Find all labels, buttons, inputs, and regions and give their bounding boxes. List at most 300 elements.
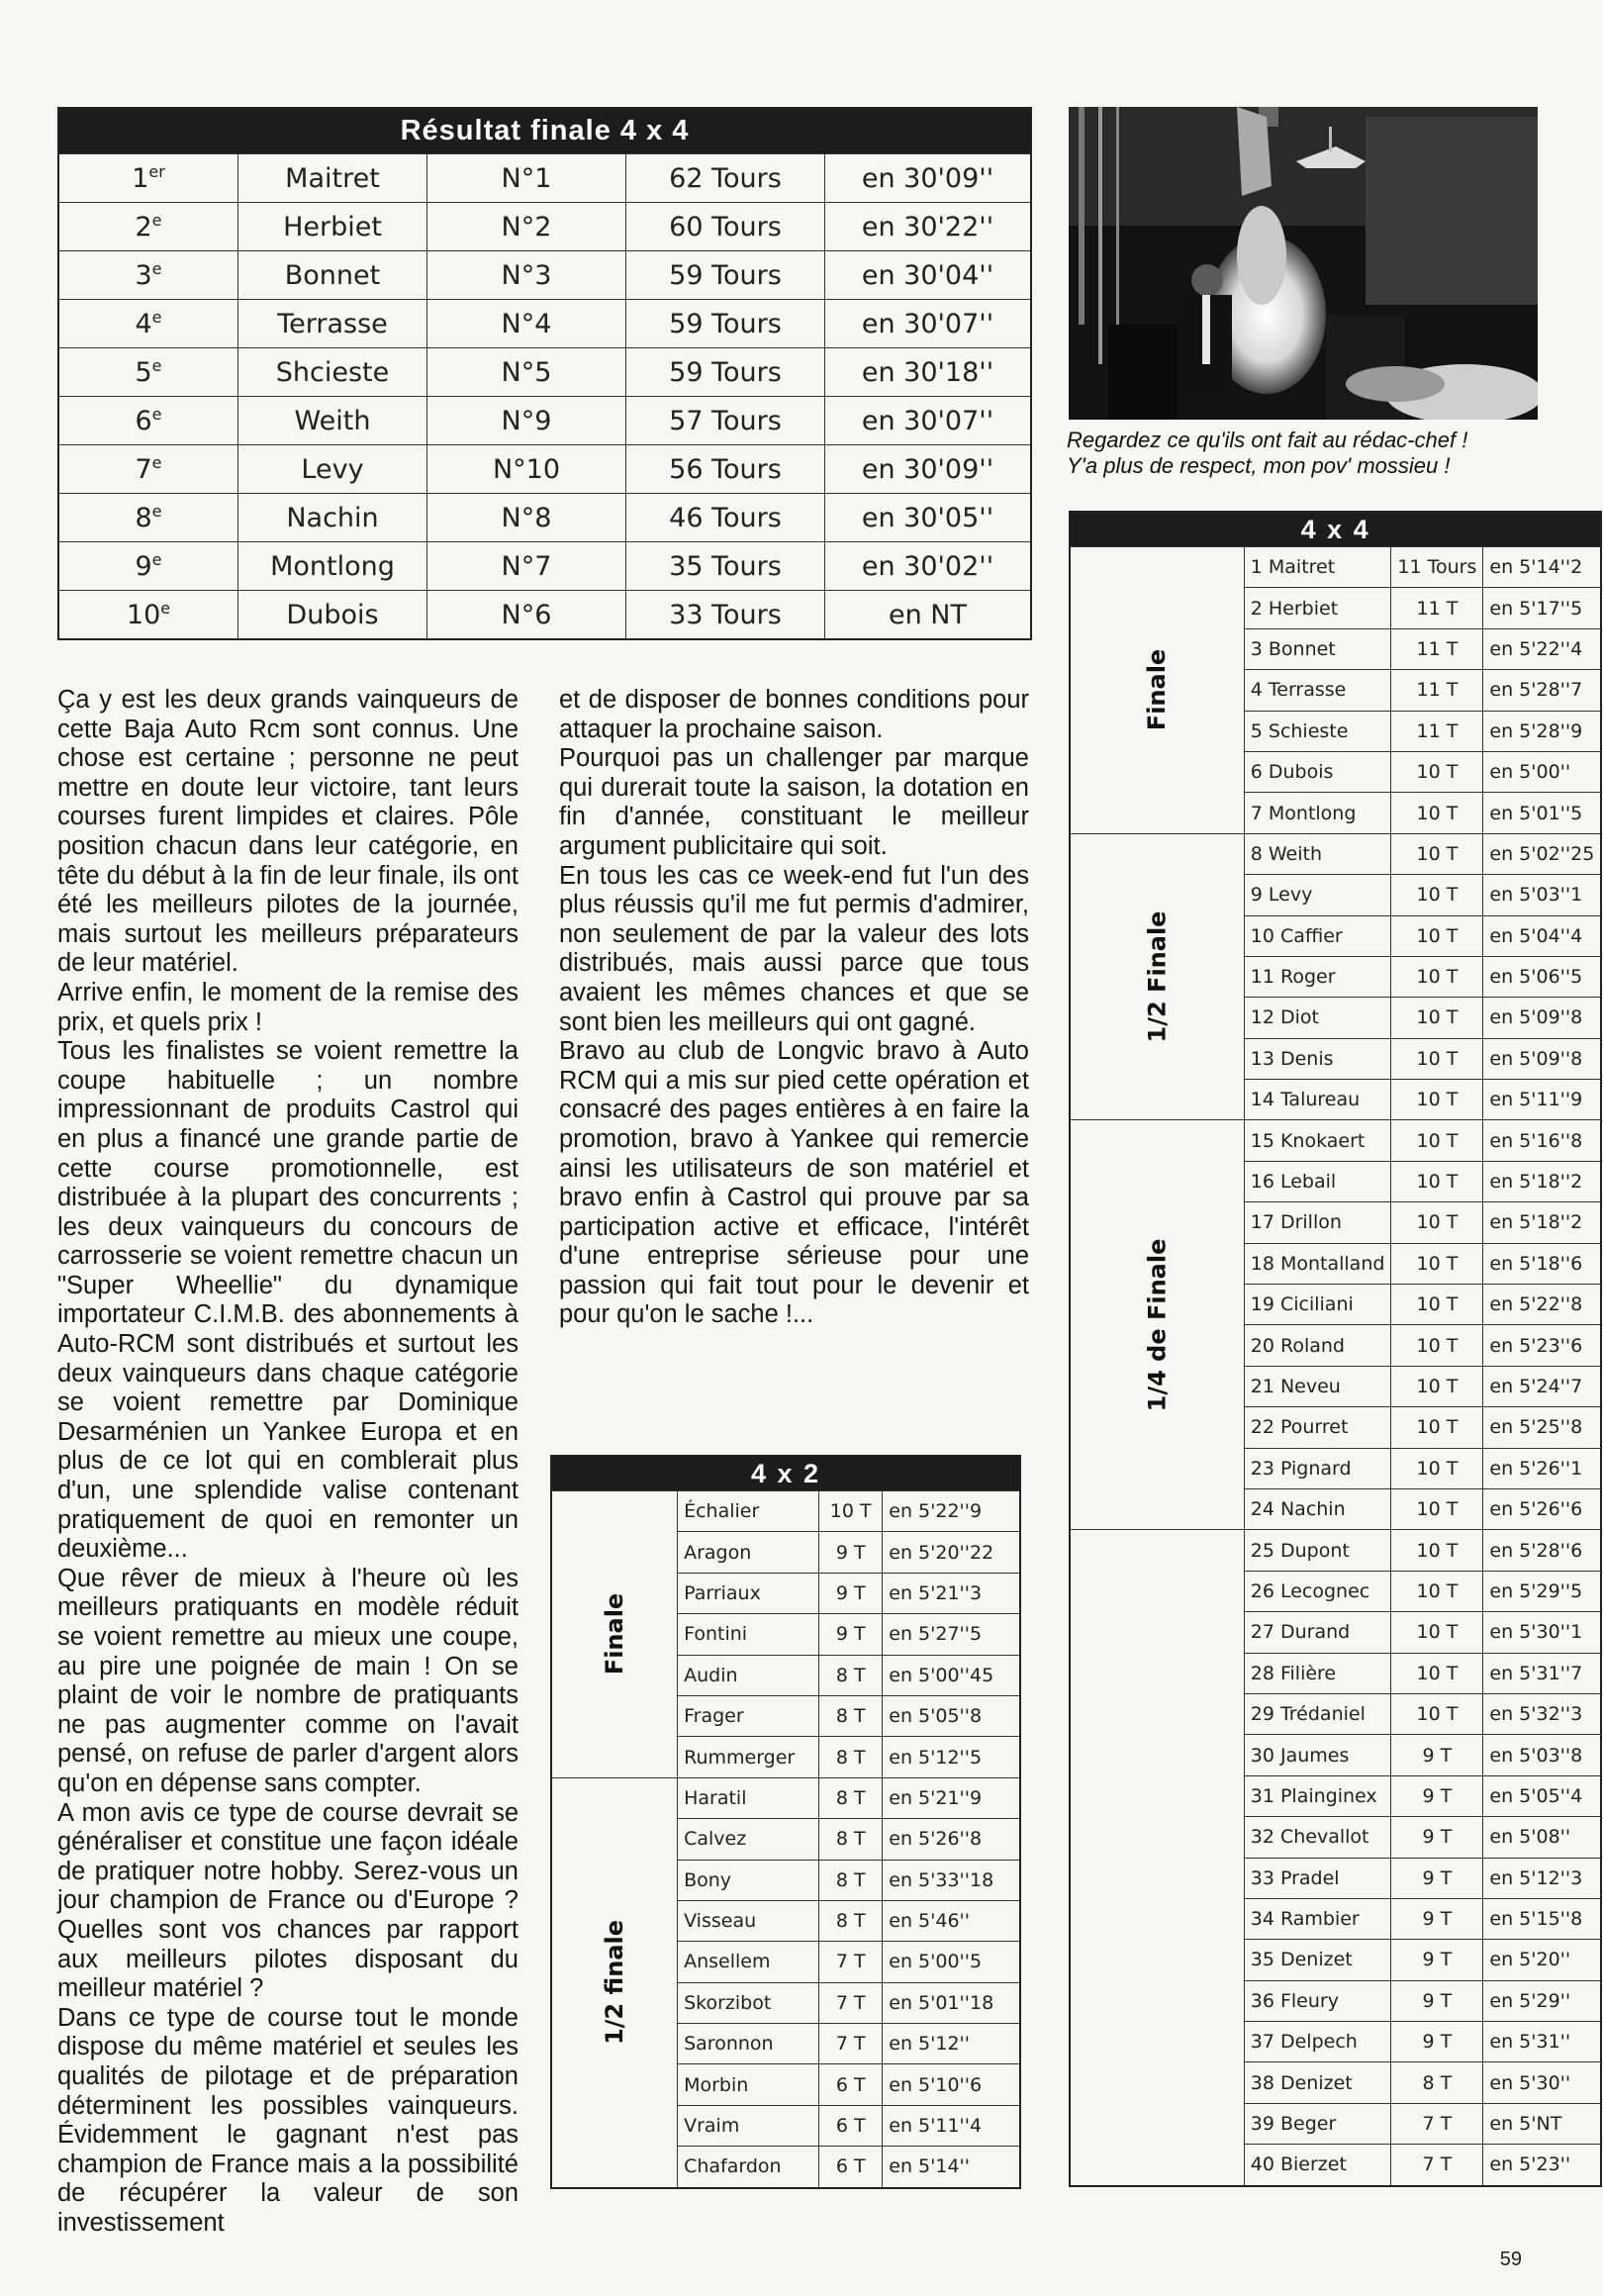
time-cell-text: en 30'07''	[861, 308, 994, 339]
driver-cell-text: Dubois	[286, 599, 379, 630]
time-cell-text: en 30'18''	[861, 356, 994, 388]
driver-cell: 40 Bierzet	[1244, 2145, 1391, 2186]
time-cell	[825, 154, 1032, 203]
driver-cell: Frager	[678, 1695, 819, 1736]
laps-cell: 10 T	[1391, 1161, 1483, 1201]
driver-cell: 14 Talureau	[1244, 1080, 1391, 1120]
rank-cell	[58, 542, 238, 591]
article-paragraph: Dans ce type de course tout le monde dispose du même matériel et seules les qualités de pilotage et de préparation déterminent les possibles vainqueurs. Évidemment le gagnant n'est pas champion de France mais a la possibilité de récupérer la valeur de son investissement	[57, 2003, 519, 2237]
laps-cell: 10 T	[1391, 1285, 1483, 1325]
driver-cell-text: Herbiet	[283, 211, 382, 242]
table-4x2-body	[551, 1491, 1020, 2188]
driver-cell: 23 Pignard	[1244, 1448, 1391, 1488]
car-number-cell-text: N°9	[501, 405, 552, 436]
time-cell: en 5'22''9	[883, 1491, 1020, 1532]
time-cell-text: en 30'09''	[861, 453, 994, 485]
rank-cell	[58, 154, 238, 203]
rank-suffix: e	[151, 405, 162, 424]
rank-cell-text: 3	[135, 260, 152, 291]
rank-suffix: e	[151, 259, 162, 278]
laps-cell-text: 57 Tours	[669, 405, 782, 436]
laps-cell: 9 T	[819, 1532, 883, 1573]
driver-cell: Bony	[678, 1860, 819, 1900]
car-number-cell	[427, 348, 626, 397]
laps-cell: 7 T	[1391, 2103, 1483, 2144]
time-cell: en 5'18''2	[1483, 1161, 1601, 1201]
rank-cell	[58, 494, 238, 542]
driver-cell-text: Terrasse	[277, 308, 388, 339]
car-number-cell-text: N°5	[501, 356, 552, 388]
time-cell: en 5'30''	[1483, 2062, 1601, 2103]
rank-cell-text: 6	[135, 406, 152, 436]
laps-cell: 10 T	[1391, 1653, 1483, 1693]
driver-cell: 25 Dupont	[1244, 1530, 1391, 1571]
time-cell: en 5'00''	[1483, 751, 1601, 792]
driver-cell: 38 Denizet	[1244, 2062, 1391, 2103]
rank-cell-text: 5	[135, 357, 152, 388]
time-cell: en 5'02''25	[1483, 833, 1601, 874]
time-cell: en 5'18''6	[1483, 1243, 1601, 1284]
time-cell: en 5'21''3	[883, 1573, 1020, 1613]
time-cell: en 5'01''5	[1483, 793, 1601, 833]
driver-cell: 5 Schieste	[1244, 711, 1391, 751]
time-cell: en 5'00''5	[883, 1942, 1020, 1982]
laps-cell: 11 T	[1391, 588, 1483, 628]
time-cell: en 5'20''22	[883, 1532, 1020, 1573]
caption-line-2: Y'a plus de respect, mon pov' mossieu !	[1067, 453, 1451, 478]
article-paragraph: Arrive enfin, le moment de la remise des prix, et quels prix !	[57, 978, 519, 1036]
driver-cell: 9 Levy	[1244, 875, 1391, 915]
time-cell: en 5'09''8	[1483, 998, 1601, 1038]
table-4x2-row	[551, 1491, 1020, 1532]
time-cell: en 5'03''1	[1483, 875, 1601, 915]
laps-cell: 8 T	[819, 1777, 883, 1818]
laps-cell: 9 T	[1391, 1858, 1483, 1898]
rank-cell	[58, 445, 238, 494]
laps-cell	[626, 300, 825, 348]
car-number-cell	[427, 154, 626, 203]
time-cell: en 5'09''8	[1483, 1038, 1601, 1079]
laps-cell: 10 T	[1391, 1325, 1483, 1366]
time-cell: en 5'08''	[1483, 1817, 1601, 1858]
laps-cell-text: 59 Tours	[669, 308, 782, 339]
main-table-body	[58, 154, 1031, 640]
article-column-1	[57, 686, 519, 2238]
driver-cell: Saronnon	[678, 2024, 819, 2064]
driver-cell	[238, 445, 427, 494]
laps-cell: 10 T	[1391, 1120, 1483, 1161]
driver-cell: 8 Weith	[1244, 833, 1391, 874]
laps-cell: 11 Tours	[1391, 547, 1483, 588]
car-number-cell-text: N°3	[501, 259, 552, 291]
laps-cell-text: 59 Tours	[669, 356, 782, 388]
car-number-cell	[427, 251, 626, 300]
laps-cell: 10 T	[1391, 1530, 1483, 1571]
time-cell	[825, 348, 1032, 397]
article-paragraph: Tous les finalistes se voient remettre la coupe habituelle ; un nombre impressionnant de produits Castrol qui en plus a financé une grande partie de cette course promotionnelle, est distribuée à la plupart des concurrents ; les deux vainqueurs du concours de carrosserie se voient remettre chacun un "Super Wheellie" du dynamique importateur C.I.M.B. des abonnements à Auto-RCM sont distribués et surtout les deux vainqueurs dans chaque catégorie se voient remettre par Dominique Desarménien un Yankee Europa et en plus de ce lot qui en comblerait plus d'un, une splendide valise contenant pratiquement de quoi en remonter un deuxième...	[57, 1037, 519, 1564]
main-table-row	[58, 542, 1031, 591]
time-cell: en 5'28''9	[1483, 711, 1601, 751]
rank-cell	[58, 348, 238, 397]
time-cell	[825, 397, 1032, 445]
driver-cell: 35 Denizet	[1244, 1940, 1391, 1980]
driver-cell: Chafardon	[678, 2147, 819, 2188]
laps-cell: 10 T	[1391, 1080, 1483, 1120]
laps-cell: 10 T	[819, 1491, 883, 1532]
laps-cell: 10 T	[1391, 956, 1483, 997]
time-cell: en 5'33''18	[883, 1860, 1020, 1900]
laps-cell	[626, 154, 825, 203]
laps-cell-text: 62 Tours	[669, 162, 782, 194]
time-cell: en 5'29''	[1483, 1980, 1601, 2021]
laps-cell: 6 T	[819, 2064, 883, 2105]
driver-cell: 4 Terrasse	[1244, 670, 1391, 711]
rank-cell	[58, 397, 238, 445]
laps-cell: 9 T	[1391, 1775, 1483, 1816]
article-paragraph: et de disposer de bonnes conditions pour attaquer la prochaine saison.	[559, 686, 1029, 743]
time-cell: en 5'05''4	[1483, 1775, 1601, 1816]
driver-cell	[238, 300, 427, 348]
main-table-row	[58, 348, 1031, 397]
article-paragraph: Que rêver de mieux à l'heure où les meilleurs pratiquants en modèle réduit se voient remettre au mieux une coupe, au pire une poignée de main ! On se plaint de voir le nombre de pratiquants ne pas augmenter comme on l'avait pensé, on refuse de parler d'argent alors qu'on en dépense sans compter.	[57, 1564, 519, 1797]
time-cell: en 5'29''5	[1483, 1571, 1601, 1611]
driver-cell	[238, 203, 427, 251]
rank-suffix: e	[151, 211, 162, 230]
driver-cell	[238, 348, 427, 397]
car-number-cell-text: N°7	[501, 550, 552, 582]
laps-cell: 10 T	[1391, 1038, 1483, 1079]
laps-cell: 10 T	[1391, 998, 1483, 1038]
article-paragraph: Ça y est les deux grands vainqueurs de cette Baja Auto Rcm sont connus. Une chose est certaine ; personne ne peut mettre en doute leur victoire, tant leurs courses furent limpides et claires. Pôle position chacun dans leur catégorie, en tête du début à la fin de leur finale, ils ont été les meilleurs pilotes de la journée, mais surtout les meilleurs préparateurs de leur matériel.	[57, 686, 519, 978]
rank-cell-text: 2	[135, 212, 152, 242]
laps-cell: 8 T	[819, 1737, 883, 1777]
laps-cell: 11 T	[1391, 628, 1483, 669]
time-cell: en 5'31''7	[1483, 1653, 1601, 1693]
table-4x2-title: 4 x 2	[551, 1456, 1020, 1491]
time-cell	[825, 445, 1032, 494]
laps-cell: 10 T	[1391, 1202, 1483, 1243]
driver-cell: Morbin	[678, 2064, 819, 2105]
driver-cell: 7 Montlong	[1244, 793, 1391, 833]
car-number-cell-text: N°6	[501, 599, 552, 630]
car-number-cell-text: N°2	[501, 211, 552, 242]
driver-cell: 19 Ciciliani	[1244, 1285, 1391, 1325]
main-table-title: Résultat finale 4 x 4	[58, 108, 1031, 154]
driver-cell: Audin	[678, 1655, 819, 1695]
time-cell: en 5'05''8	[883, 1695, 1020, 1736]
laps-cell	[626, 591, 825, 640]
table-4x4-row	[1070, 1530, 1601, 1571]
page-number: 59	[1499, 2248, 1522, 2270]
driver-cell: 34 Rambier	[1244, 1898, 1391, 1939]
time-cell: en 5'01''18	[883, 1982, 1020, 2023]
car-number-cell-text: N°4	[501, 308, 552, 339]
time-cell: en 5'21''9	[883, 1777, 1020, 1818]
driver-cell: 28 Filière	[1244, 1653, 1391, 1693]
article-paragraph: A mon avis ce type de course devrait se généraliser et constitue une façon idéale de pratiquer notre hobby. Serez-vous un jour champion de France ou d'Europe ? Quelles sont vos chances par rapport aux meilleurs pilotes disposant du meilleur matériel ?	[57, 1798, 519, 2003]
laps-cell-text: 60 Tours	[669, 211, 782, 242]
laps-cell: 10 T	[1391, 1693, 1483, 1734]
time-cell: en 5'00''45	[883, 1655, 1020, 1695]
group-label-cell	[551, 1777, 678, 2187]
laps-cell-text: 59 Tours	[669, 259, 782, 291]
time-cell-text: en 30'02''	[861, 550, 994, 582]
rank-cell-text: 9	[135, 551, 152, 582]
driver-cell: 10 Caffier	[1244, 915, 1391, 956]
driver-cell: 36 Fleury	[1244, 1980, 1391, 2021]
celebration-photo	[1069, 107, 1538, 420]
time-cell: en 5'12''3	[1483, 1858, 1601, 1898]
time-cell: en 5'28''6	[1483, 1530, 1601, 1571]
rank-suffix: e	[151, 550, 162, 569]
laps-cell: 10 T	[1391, 1448, 1483, 1488]
photo-caption	[1067, 428, 1561, 479]
laps-cell: 10 T	[1391, 1407, 1483, 1448]
rank-suffix: e	[160, 599, 171, 618]
laps-cell-text: 46 Tours	[669, 502, 782, 533]
time-cell	[825, 494, 1032, 542]
time-cell: en 5'04''4	[1483, 915, 1601, 956]
table-4x4-body	[1070, 547, 1601, 2186]
time-cell: en 5'24''7	[1483, 1366, 1601, 1406]
driver-cell	[238, 397, 427, 445]
time-cell: en 5'12''	[883, 2024, 1020, 2064]
driver-cell: 17 Drillon	[1244, 1202, 1391, 1243]
driver-cell: 2 Herbiet	[1244, 588, 1391, 628]
group-label: 1/4 de Finale	[1143, 1238, 1172, 1412]
time-cell	[825, 251, 1032, 300]
group-label: Finale	[1143, 649, 1172, 731]
car-number-cell-text: N°8	[501, 502, 552, 533]
laps-cell: 9 T	[1391, 1898, 1483, 1939]
driver-cell: 39 Beger	[1244, 2103, 1391, 2144]
driver-cell: 22 Pourret	[1244, 1407, 1391, 1448]
driver-cell: 31 Plainginex	[1244, 1775, 1391, 1816]
time-cell: en 5'23''	[1483, 2145, 1601, 2186]
time-cell: en 5'03''8	[1483, 1735, 1601, 1775]
driver-cell: 11 Roger	[1244, 956, 1391, 997]
table-4x2-row	[551, 1777, 1020, 1818]
driver-cell: 27 Durand	[1244, 1612, 1391, 1653]
laps-cell: 10 T	[1391, 1488, 1483, 1529]
car-number-cell	[427, 300, 626, 348]
laps-cell: 9 T	[819, 1614, 883, 1655]
article-column-2	[559, 686, 1029, 1330]
main-table-row	[58, 397, 1031, 445]
car-number-cell-text: N°1	[501, 162, 552, 194]
time-cell-text: en 30'22''	[861, 211, 994, 242]
laps-cell: 10 T	[1391, 793, 1483, 833]
time-cell-text: en 30'09''	[861, 162, 994, 194]
driver-cell: Visseau	[678, 1900, 819, 1941]
time-cell	[825, 300, 1032, 348]
driver-cell: 33 Pradel	[1244, 1858, 1391, 1898]
time-cell	[825, 203, 1032, 251]
time-cell-text: en 30'07''	[861, 405, 994, 436]
laps-cell: 8 T	[819, 1900, 883, 1941]
group-label-cell	[1070, 547, 1244, 834]
article-paragraph: En tous les cas ce week-end fut l'un des plus réussis qu'il me fut permis d'admirer, non seulement de par la valeur des lots distribués, mais aussi parce que tous avaient les mêmes chances et que se sont bien les meilleurs qui ont gagné.	[559, 861, 1029, 1036]
laps-cell: 6 T	[819, 2105, 883, 2146]
laps-cell: 7 T	[1391, 2145, 1483, 2186]
group-label-cell	[551, 1491, 678, 1778]
driver-cell: Rummerger	[678, 1737, 819, 1777]
laps-cell: 7 T	[819, 2024, 883, 2064]
time-cell: en 5'06''5	[1483, 956, 1601, 997]
laps-cell: 8 T	[819, 1655, 883, 1695]
laps-cell: 9 T	[1391, 1980, 1483, 2021]
rank-cell	[58, 203, 238, 251]
laps-cell: 10 T	[1391, 1366, 1483, 1406]
laps-cell	[626, 397, 825, 445]
article-paragraph: Pourquoi pas un challenger par marque qui durerait toute la saison, la dotation en fin d'année, constituant le meilleur argument publicitaire qui soit.	[559, 744, 1029, 860]
driver-cell: 20 Roland	[1244, 1325, 1391, 1366]
laps-cell-text: 33 Tours	[669, 599, 782, 630]
driver-cell: Ansellem	[678, 1942, 819, 1982]
time-cell: en 5'23''6	[1483, 1325, 1601, 1366]
time-cell: en 5'32''3	[1483, 1693, 1601, 1734]
time-cell: en 5'22''8	[1483, 1285, 1601, 1325]
laps-cell: 9 T	[1391, 1817, 1483, 1858]
driver-cell: 18 Montalland	[1244, 1243, 1391, 1284]
caption-line-1: Regardez ce qu'ils ont fait au rédac-chef !	[1067, 428, 1468, 452]
driver-cell-text: Nachin	[286, 502, 379, 533]
driver-cell	[238, 494, 427, 542]
main-table-row	[58, 591, 1031, 640]
driver-cell-text: Levy	[301, 453, 364, 485]
rank-cell	[58, 591, 238, 640]
driver-cell: Calvez	[678, 1819, 819, 1860]
main-table-row	[58, 300, 1031, 348]
article-paragraph: Bravo au club de Longvic bravo à Auto RCM qui a mis sur pied cette opération et consacré des pages entières à en faire la promotion, bravo à Yankee qui remercie ainsi les utilisateurs de son matériel et bravo enfin à Castrol qui prouve par sa participation active et efficace, l'intérêt d'une entreprise sérieuse pour une passion qui fait tout pour le devenir et pour qu'on le sache !...	[559, 1037, 1029, 1329]
time-cell-text: en NT	[889, 599, 967, 630]
car-number-cell-text: N°10	[492, 453, 561, 485]
table-4x4-row	[1070, 1120, 1601, 1161]
laps-cell-text: 56 Tours	[669, 453, 782, 485]
time-cell: en 5'16''8	[1483, 1120, 1601, 1161]
car-number-cell	[427, 494, 626, 542]
time-cell: en 5'14''2	[1483, 547, 1601, 588]
car-number-cell	[427, 397, 626, 445]
group-label: Finale	[601, 1593, 629, 1675]
group-label-cell	[1070, 1120, 1244, 1530]
group-label: 1/2 finale	[601, 1920, 629, 2046]
driver-cell: 13 Denis	[1244, 1038, 1391, 1079]
laps-cell: 9 T	[1391, 1940, 1483, 1980]
driver-cell: 12 Diot	[1244, 998, 1391, 1038]
driver-cell-text: Maitret	[285, 162, 380, 194]
time-cell: en 5'18''2	[1483, 1202, 1601, 1243]
rank-suffix: er	[148, 162, 165, 181]
time-cell: en 5'17''5	[1483, 588, 1601, 628]
driver-cell: 15 Knokaert	[1244, 1120, 1391, 1161]
driver-cell-text: Shcieste	[275, 356, 390, 388]
table-4x4-row	[1070, 547, 1601, 588]
driver-cell: Skorzibot	[678, 1982, 819, 2023]
laps-cell: 8 T	[819, 1860, 883, 1900]
laps-cell: 10 T	[1391, 915, 1483, 956]
driver-cell: 37 Delpech	[1244, 2022, 1391, 2062]
time-cell: en 5'26''6	[1483, 1488, 1601, 1529]
time-cell: en 5'26''8	[883, 1819, 1020, 1860]
laps-cell: 10 T	[1391, 1243, 1483, 1284]
time-cell: en 5'31''	[1483, 2022, 1601, 2062]
driver-cell: Échalier	[678, 1491, 819, 1532]
laps-cell: 10 T	[1391, 1571, 1483, 1611]
driver-cell: Aragon	[678, 1532, 819, 1573]
laps-cell: 10 T	[1391, 833, 1483, 874]
driver-cell: Vraim	[678, 2105, 819, 2146]
car-number-cell	[427, 542, 626, 591]
main-table-row	[58, 154, 1031, 203]
time-cell: en 5'12''5	[883, 1737, 1020, 1777]
driver-cell: 3 Bonnet	[1244, 628, 1391, 669]
time-cell: en 5'46''	[883, 1900, 1020, 1941]
main-table-row	[58, 251, 1031, 300]
laps-cell: 8 T	[819, 1819, 883, 1860]
car-number-cell	[427, 203, 626, 251]
time-cell: en 5'11''4	[883, 2105, 1020, 2146]
rank-cell	[58, 251, 238, 300]
group-label: 1/2 Finale	[1143, 910, 1172, 1043]
rank-suffix: e	[151, 308, 162, 327]
driver-cell-text: Weith	[294, 405, 371, 436]
car-number-cell	[427, 445, 626, 494]
driver-cell: Fontini	[678, 1614, 819, 1655]
driver-cell: Parriaux	[678, 1573, 819, 1613]
laps-cell: 9 T	[1391, 1735, 1483, 1775]
results-table-4x4	[1069, 511, 1602, 2187]
time-cell: en 5'25''8	[1483, 1407, 1601, 1448]
laps-cell	[626, 542, 825, 591]
time-cell: en 5'27''5	[883, 1614, 1020, 1655]
time-cell: en 5'26''1	[1483, 1448, 1601, 1488]
laps-cell: 10 T	[1391, 875, 1483, 915]
driver-cell	[238, 542, 427, 591]
rank-suffix: e	[151, 453, 162, 472]
laps-cell: 6 T	[819, 2147, 883, 2188]
time-cell: en 5'14''	[883, 2147, 1020, 2188]
time-cell: en 5'15''8	[1483, 1898, 1601, 1939]
time-cell-text: en 30'05''	[861, 502, 994, 533]
laps-cell	[626, 203, 825, 251]
driver-cell: 21 Neveu	[1244, 1366, 1391, 1406]
driver-cell-text: Montlong	[270, 550, 395, 582]
main-table-row	[58, 445, 1031, 494]
driver-cell: Haratil	[678, 1777, 819, 1818]
laps-cell-text: 35 Tours	[669, 550, 782, 582]
rank-cell-text: 4	[135, 309, 152, 339]
time-cell: en 5'28''7	[1483, 670, 1601, 711]
results-table-4x2	[550, 1455, 1021, 2189]
rank-cell	[58, 300, 238, 348]
time-cell: en 5'11''9	[1483, 1080, 1601, 1120]
laps-cell	[626, 494, 825, 542]
laps-cell: 11 T	[1391, 670, 1483, 711]
driver-cell: 29 Trédaniel	[1244, 1693, 1391, 1734]
time-cell: en 5'20''	[1483, 1940, 1601, 1980]
laps-cell	[626, 348, 825, 397]
laps-cell	[626, 251, 825, 300]
driver-cell	[238, 251, 427, 300]
rank-cell-text: 1	[132, 163, 149, 194]
main-table-row	[58, 203, 1031, 251]
time-cell: en 5'22''4	[1483, 628, 1601, 669]
car-number-cell	[427, 591, 626, 640]
driver-cell: 6 Dubois	[1244, 751, 1391, 792]
rank-suffix: e	[151, 356, 162, 375]
time-cell: en 5'30''1	[1483, 1612, 1601, 1653]
